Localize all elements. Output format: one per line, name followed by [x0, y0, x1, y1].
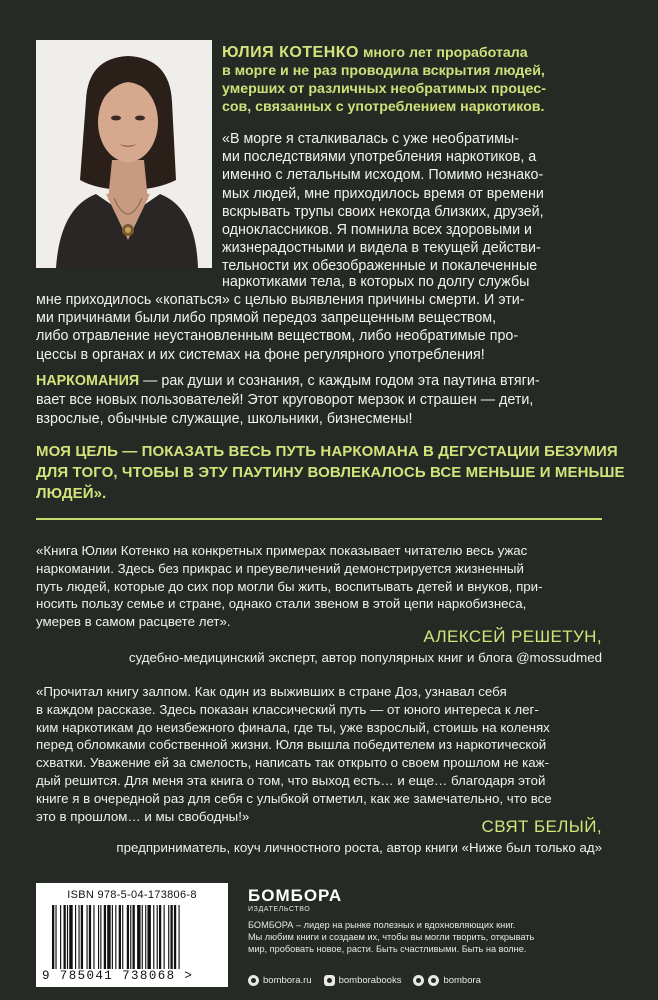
intro-line: в морге и не раз проводила вскрытия людей, — [222, 63, 545, 79]
author-photo — [36, 40, 212, 268]
review-line: путь людей, которые до сих пор могли бы жить, воспитывать детей и внуков, при- — [36, 578, 543, 594]
barcode-bar — [64, 905, 66, 969]
review-line: книге я в очередной раз для себя с улыбкой отметил, как же замечательно, что все — [36, 790, 552, 806]
publisher-subtitle: ИЗДАТЕЛЬСТВО — [248, 906, 311, 913]
barcode-bar — [115, 905, 116, 969]
barcode-bars — [50, 905, 216, 969]
intro-line: сов, связанных с употреблением наркотиков. — [222, 99, 545, 115]
social-telegram — [413, 975, 481, 986]
narcomania-line: — рак души и сознания, с каждым годом эта паутина втяги- — [139, 373, 540, 389]
review-line: носить пользу семье и стране, однако стали звеном в этой цепи наркобизнеса, — [36, 596, 527, 612]
author-quote-bottom — [36, 291, 628, 364]
intro-line: умерших от различных необратимых процес- — [222, 81, 546, 97]
review-line: умерев в самом расцвете лет». — [36, 614, 231, 630]
quote-line: жизнерадостными и видела в текущей действи- — [222, 240, 541, 257]
review-line: дый решится. Для меня эта книга о том, что выход есть… и еще… благодаря этой — [36, 772, 546, 788]
section-divider — [36, 518, 602, 520]
telegram-icon — [428, 975, 439, 986]
author-quote-top — [222, 130, 628, 276]
isbn-number: ISBN 978-5-04-173806-8 — [67, 889, 197, 901]
narcomania-highlight: НАРКОМАНИЯ — [36, 373, 140, 389]
narcomania-paragraph — [36, 372, 628, 429]
barcode-bar — [107, 905, 110, 969]
barcode-digits: 9 785041 738068 > — [42, 969, 194, 983]
barcode-bar — [145, 905, 146, 969]
review-line: в каждом рассказе. Здесь показан классический путь — от юного интереса к лег- — [36, 701, 539, 717]
quote-line: либо отравление неустановленным веществом, либо необратимые про- — [36, 328, 519, 345]
review-2-author: СВЯТ БЕЛЫЙ, — [481, 817, 602, 836]
quote-line: мне приходилось «копаться» с целью выявления причины смерти. И эти- — [36, 292, 525, 308]
globe-icon — [248, 975, 259, 986]
barcode-bar — [168, 905, 169, 969]
social-site — [248, 975, 312, 986]
social-vk — [324, 975, 402, 986]
quote-line: одноклассников. Я помнила всех здоровыми и — [222, 222, 533, 239]
review-2-role: предприниматель, коуч личностного роста, автор книги «Ниже был только ад» — [116, 840, 602, 855]
barcode-bar — [69, 905, 72, 969]
quote-line: вскрывать трупы своих некогда близких, друзей, — [222, 203, 544, 220]
barcode-bar — [52, 905, 54, 969]
barcode-bar — [164, 905, 165, 969]
review-1-author: АЛЕКСЕЙ РЕШЕТУН, — [423, 627, 602, 646]
review-line: «Прочитал книгу залпом. Как один из выживших в стране Доз, узнавал себя — [36, 684, 507, 699]
review-line: перед обломками собственной жизни. Юля вышла победителем из наркотической — [36, 737, 547, 753]
barcode-bar — [153, 905, 154, 969]
isbn-barcode — [36, 883, 228, 987]
barcode-bar — [142, 905, 143, 969]
social-label: bombora — [443, 975, 481, 986]
social-label: bombora.ru — [263, 975, 312, 986]
barcode-bar — [174, 905, 176, 969]
barcode-bar — [104, 905, 106, 969]
quote-line: мых людей, мне приходилось время от времени — [222, 185, 544, 202]
intro-line: много лет проработала — [362, 45, 528, 61]
barcode-bar — [67, 905, 68, 969]
barcode-bar — [130, 905, 131, 969]
narcomania-line: вает все новых пользователей! Этот круговорот мерзок и страшен — дети, — [36, 392, 534, 408]
barcode-bar — [89, 905, 91, 969]
barcode-bar — [147, 905, 150, 969]
barcode-bar — [98, 905, 99, 969]
barcode-bar — [78, 905, 79, 969]
barcode-bar — [112, 905, 113, 969]
barcode-bar — [100, 905, 101, 969]
barcode-bar — [60, 905, 61, 969]
barcode-bar — [157, 905, 158, 969]
author-intro — [222, 44, 627, 116]
review-line: схватки. Уважение ей за смелость, написать так открыто о своем прошлом не каж- — [36, 755, 550, 771]
quote-line: тельности их обезображенные и покалеченные — [222, 258, 538, 275]
barcode-bar — [75, 905, 76, 969]
publisher-description — [248, 920, 628, 955]
youtube-icon — [413, 975, 424, 986]
publisher-desc-line: БОМБОРА – лидер на рынке полезных и вдохновляющих книг. — [248, 920, 516, 930]
barcode-bar — [119, 905, 121, 969]
publisher-socials — [248, 975, 487, 986]
goal-line: ЛЮДЕЙ». — [36, 485, 107, 502]
barcode-bar — [127, 905, 129, 969]
barcode-bar — [81, 905, 83, 969]
quote-line: «В морге я сталкивалась с уже необратимы- — [222, 131, 519, 147]
review-line: это в прошлом… и мы свободны!» — [36, 808, 250, 824]
review-2 — [36, 683, 602, 825]
barcode-bar — [87, 905, 88, 969]
narcomania-line: взрослые, обычные служащие, школьники, бизнесмены! — [36, 411, 413, 427]
barcode-bar — [179, 905, 180, 969]
quote-line: наркотиками тела, в которых по долгу службы — [222, 274, 530, 290]
barcode-bar — [55, 905, 56, 969]
goal-statement — [36, 441, 628, 504]
author-quote-mid — [222, 273, 628, 291]
barcode-bar — [170, 905, 172, 969]
quote-line: ми последствиями употребления наркотиков, а — [222, 149, 537, 166]
vk-icon — [324, 975, 335, 986]
goal-line: ДЛЯ ТОГО, ЧТОБЫ В ЭТУ ПАУТИНУ ВОВЛЕКАЛОСЬ ВСЕ МЕНЬШЕ И МЕНЬШЕ — [36, 464, 625, 481]
barcode-bar — [133, 905, 135, 969]
review-line: наркомании. Здесь без прикрас и преувеличений демонстрируется жизненный — [36, 560, 524, 576]
review-line: ким наркотикам до неизбежного финала, где ты, уже взрослый, стоишь на коленях — [36, 719, 550, 735]
quote-line: именно с летальным исходом. Помимо незнако- — [222, 167, 544, 184]
publisher-desc-line: мир, пробовать новое, расти. Быть счастливыми. Быть на волне. — [248, 943, 527, 954]
goal-line: МОЯ ЦЕЛЬ — ПОКАЗАТЬ ВЕСЬ ПУТЬ НАРКОМАНА В ДЕГУСТАЦИИ БЕЗУМИЯ — [36, 443, 618, 460]
review-line: «Книга Юлии Котенко на конкретных примерах показывает читателю весь ужас — [36, 543, 528, 558]
barcode-bar — [137, 905, 140, 969]
review-1-role: судебно-медицинский эксперт, автор популярных книг и блога @mossudmed — [128, 650, 602, 665]
publisher-logo: БОМБОРА — [248, 886, 343, 905]
social-label: bomborabooks — [338, 975, 402, 986]
publisher-desc-line: Мы любим книги и создаем их, чтобы вы могли творить, открывать — [248, 931, 535, 942]
barcode-bar — [93, 905, 94, 969]
quote-line: цессы в органах и их системах на фоне регулярного употребления! — [36, 346, 485, 363]
barcode-bar — [122, 905, 123, 969]
quote-line: ми причинами были либо прямой передоз запрещенным веществом, — [36, 310, 497, 327]
barcode-bar — [159, 905, 161, 969]
review-1 — [36, 542, 602, 631]
author-name: ЮЛИЯ КОТЕНКО — [222, 44, 359, 61]
